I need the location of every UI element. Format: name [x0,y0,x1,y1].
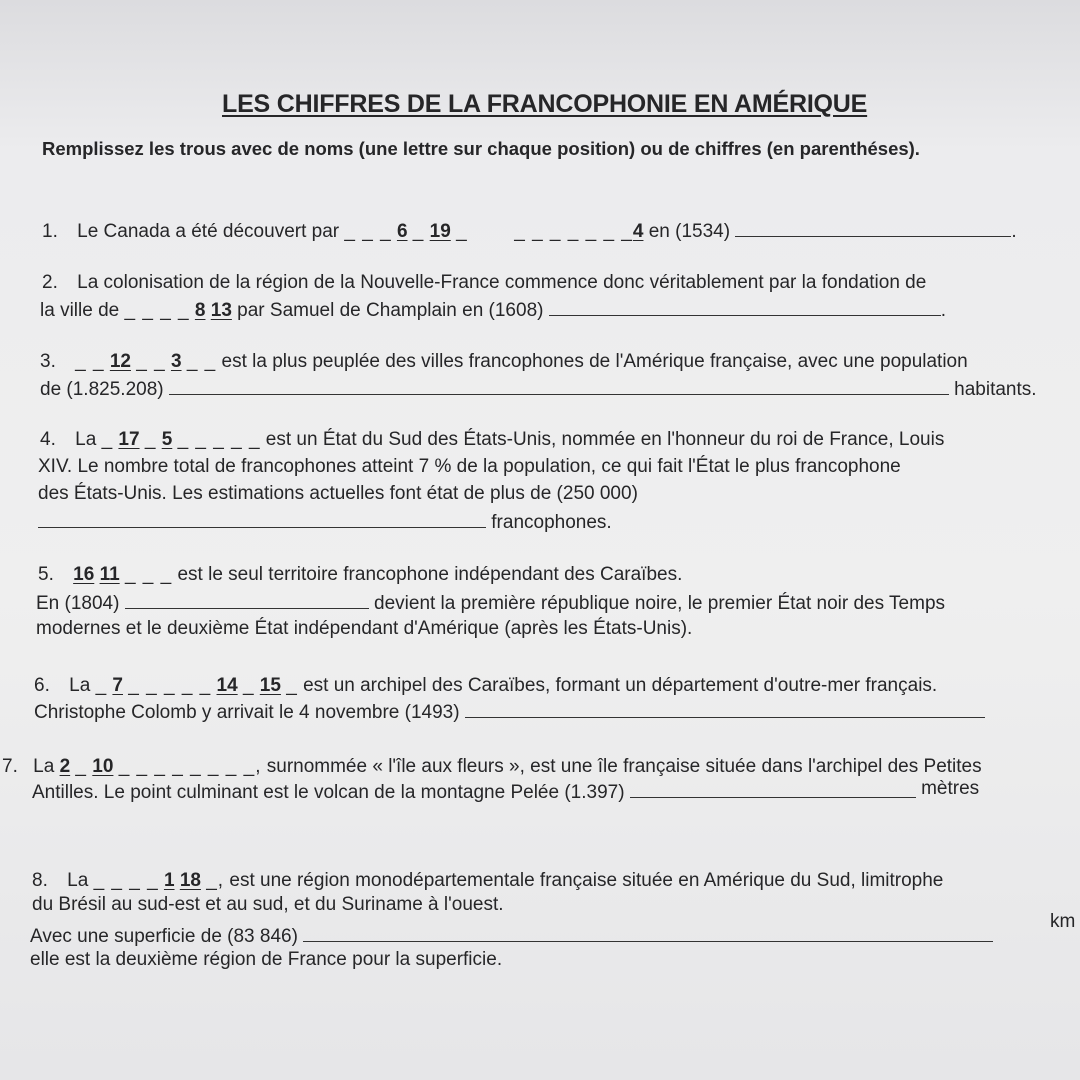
question-text: est la plus peuplée des villes francophones de l'Amérique française, avec une population [221,351,968,372]
answer-line[interactable] [169,376,949,395]
answer-line[interactable] [549,297,941,316]
question-text: est un archipel des Caraïbes, formant un département d'outre-mer français. [303,675,938,696]
letter-blanks[interactable]: _ _ [186,351,217,372]
answer-line[interactable] [38,509,486,528]
position-digit: 16 [73,564,95,585]
question-number: 8. [32,870,48,891]
question-number: 1. [42,221,58,242]
letter-blanks[interactable]: _ [144,429,157,450]
article: La [33,756,55,777]
question-4-line-2: XIV. Le nombre total de francophones atteint 7 % de la population, ce qui fait l'État le plus francophone [38,456,901,477]
unit-label: km [1050,911,1076,932]
question-5-line-2 [36,590,945,616]
letter-blanks[interactable]: _ [286,675,298,696]
position-digit: 5 [161,429,173,450]
question-number: 6. [34,675,50,696]
question-8-line-1 [32,869,943,893]
question-8-line-2: du Brésil au sud-est et au sud, et du Suriname à l'ouest. [32,894,504,915]
letter-blanks[interactable]: _ _ [75,351,105,372]
unit-label: francophones. [491,512,612,533]
letter-blanks[interactable]: _, [206,870,225,891]
letter-blanks[interactable]: _ [456,221,468,242]
question-5-line-1 [38,563,682,587]
question-2-line-1 [42,271,926,295]
letter-blanks[interactable]: _ [412,221,425,242]
question-4-line-4 [38,509,612,535]
question-text: devient la première république noire, le premier État noir des Temps [374,593,946,614]
letter-blanks[interactable]: _ _ _ _ _ [177,429,261,450]
position-digit: 11 [99,564,120,585]
period: . [1011,221,1017,242]
article: La [69,675,91,696]
question-3-line-2 [40,376,1037,402]
question-text: Le Canada a été découvert par [77,221,340,242]
position-digit: 8 [194,300,206,321]
position-digit: 19 [429,221,451,242]
position-digit: 1 [163,870,175,891]
unit-label: mètres [921,778,980,799]
question-5-line-3: modernes et le deuxième État indépendant d'Amérique (après les États-Unis). [36,618,693,639]
position-digit: 10 [92,756,114,777]
letter-blanks[interactable]: _ [242,675,255,696]
question-2-line-2 [40,297,946,323]
position-digit: 3 [170,351,182,372]
position-digit: 4 [632,221,644,242]
letter-blanks[interactable]: _ _ _ _ _ _ _ [514,221,633,242]
position-digit: 6 [396,221,408,242]
question-8-line-3 [30,923,993,949]
question-text: surnommée « l'île aux fleurs », est une île française située dans l'archipel des Petites [266,756,982,777]
position-digit: 15 [259,675,281,696]
question-text: La colonisation de la région de la Nouvelle-France commence donc véritablement par la fondation de [77,272,927,293]
question-number: 4. [40,429,56,450]
question-number: 5. [38,564,54,585]
period: . [940,300,947,321]
position-digit: 14 [216,675,238,696]
unit-label: habitants. [954,379,1037,400]
question-text: la ville de [40,300,120,321]
letter-blanks[interactable]: _ _ _ _ _ [128,675,212,696]
answer-line[interactable] [125,590,369,609]
question-4-line-3: des États-Unis. Les estimations actuelles font état de plus de (250 000) [38,483,638,504]
question-text: Antilles. Le point culminant est le volcan de la montagne Pelée (1.397) [32,782,625,803]
question-text: est un État du Sud des États-Unis, nommée en l'honneur du roi de France, Louis [265,429,945,450]
question-1 [42,218,1017,244]
question-number: 2. [42,272,58,293]
question-text: de (1.825.208) [40,379,164,400]
question-4-line-1 [40,428,944,452]
question-text: Avec une superficie de (83 846) [30,926,298,947]
letter-blanks[interactable]: _ _ _ [124,564,173,585]
position-digit: 17 [118,429,140,450]
article: La [75,429,97,450]
question-text: Christophe Colomb y arrivait le 4 novembre (1493) [34,702,460,723]
answer-line[interactable] [303,923,993,942]
letter-blanks[interactable]: _ _ _ [344,221,392,242]
question-7-line-1 [2,755,982,779]
question-text: en (1534) [648,221,731,242]
question-7-line-2 [32,779,979,805]
position-digit: 12 [109,351,131,372]
answer-line[interactable] [735,218,1011,237]
letter-blanks[interactable]: _ [75,756,87,777]
question-number: 7. [2,756,18,777]
answer-line[interactable] [630,779,916,798]
letter-blanks[interactable]: _ [101,429,114,450]
question-6-line-2 [34,699,985,725]
letter-blanks[interactable]: _ _ _ _ [93,870,159,891]
position-digit: 7 [112,675,123,696]
question-text: En (1804) [36,593,120,614]
question-text: est une région monodépartementale française située en Amérique du Sud, limitrophe [229,870,944,891]
letter-blanks[interactable]: _ _ [136,351,166,372]
question-text: est le seul territoire francophone indépendant des Caraïbes. [177,564,683,585]
question-number: 3. [40,351,56,372]
letter-blanks[interactable]: _ [95,675,108,696]
question-text: par Samuel de Champlain en (1608) [237,300,544,321]
instructions: Remplissez les trous avec de noms (une lettre sur chaque position) ou de chiffres (en parenthéses). [42,138,920,159]
question-3-line-1 [40,350,968,374]
article: La [67,870,89,891]
position-digit: 18 [179,870,201,891]
letter-blanks[interactable]: _ _ _ _ [124,300,190,321]
letter-blanks[interactable]: _ _ _ _ _ _ _ _, [118,756,262,777]
answer-line[interactable] [465,699,985,718]
page-title: LES CHIFFRES DE LA FRANCOPHONIE EN AMÉRIQUE [222,90,868,118]
position-digit: 13 [210,300,232,321]
question-8-line-4: elle est la deuxième région de France pour la superficie. [30,949,503,970]
question-6-line-1 [34,674,937,698]
position-digit: 2 [59,756,71,777]
